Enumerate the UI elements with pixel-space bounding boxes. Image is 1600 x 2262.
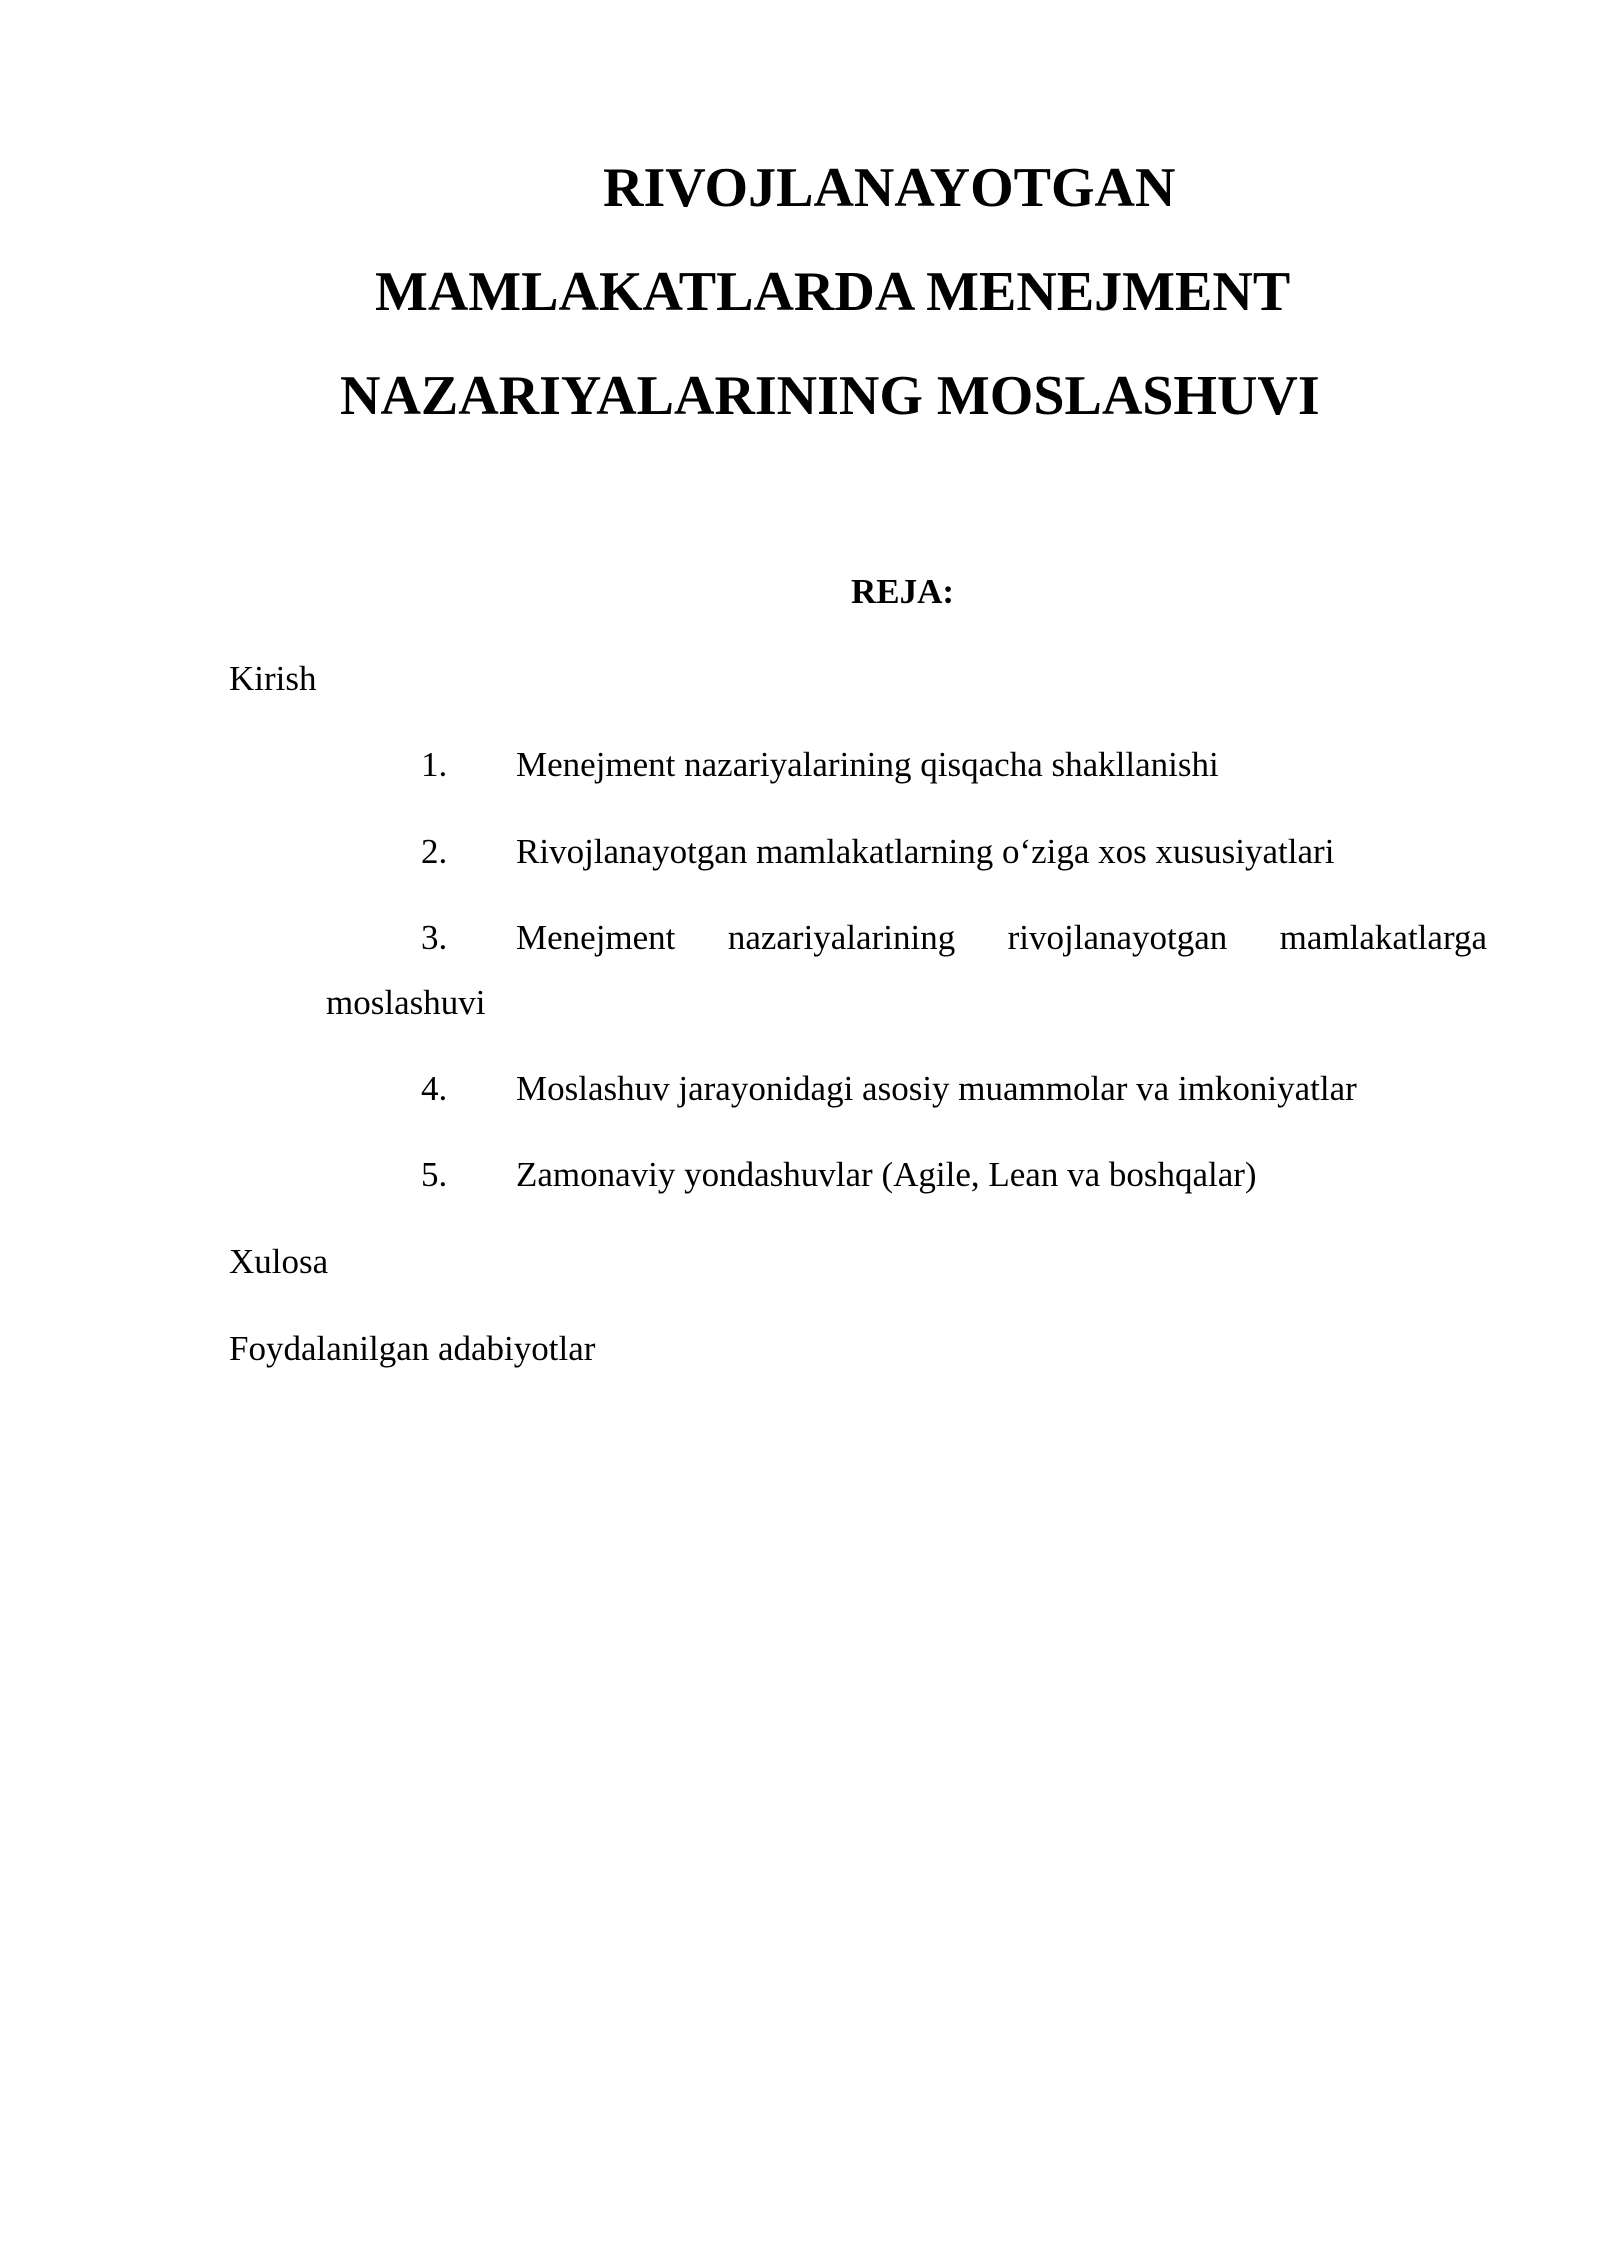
list-item-text: Rivojlanayotgan mamlakatlarning o‘ziga xos xususiyatlari <box>516 832 1335 871</box>
title-line-2: MAMLAKATLARDA MENEJMENT <box>375 261 1291 323</box>
conclusion-item: Xulosa <box>229 1242 329 1281</box>
list-item-number: 5. <box>421 1155 448 1194</box>
list-item-number: 2. <box>421 832 448 871</box>
plan-heading: REJA: <box>851 572 955 611</box>
list-item-text: Menejment nazariyalarining rivojlanayotgan mamlakatlarga <box>516 918 1487 957</box>
title-line-1: RIVOJLANAYOTGAN <box>603 157 1176 219</box>
list-item-number: 3. <box>421 918 448 957</box>
list-item-continuation: moslashuvi <box>326 983 486 1022</box>
list-item-text: Menejment nazariyalarining qisqacha shakllanishi <box>516 745 1219 784</box>
list-item-number: 4. <box>421 1069 448 1108</box>
list-item-number: 1. <box>421 745 448 784</box>
list-item-text: Zamonaviy yondashuvlar (Agile, Lean va boshqalar) <box>516 1155 1257 1194</box>
title-line-3: NAZARIYALARINING MOSLASHUVI <box>340 365 1320 427</box>
list-item-text: Moslashuv jarayonidagi asosiy muammolar va imkoniyatlar <box>516 1069 1357 1108</box>
intro-item: Kirish <box>229 659 317 698</box>
references-item: Foydalanilgan adabiyotlar <box>229 1329 596 1368</box>
